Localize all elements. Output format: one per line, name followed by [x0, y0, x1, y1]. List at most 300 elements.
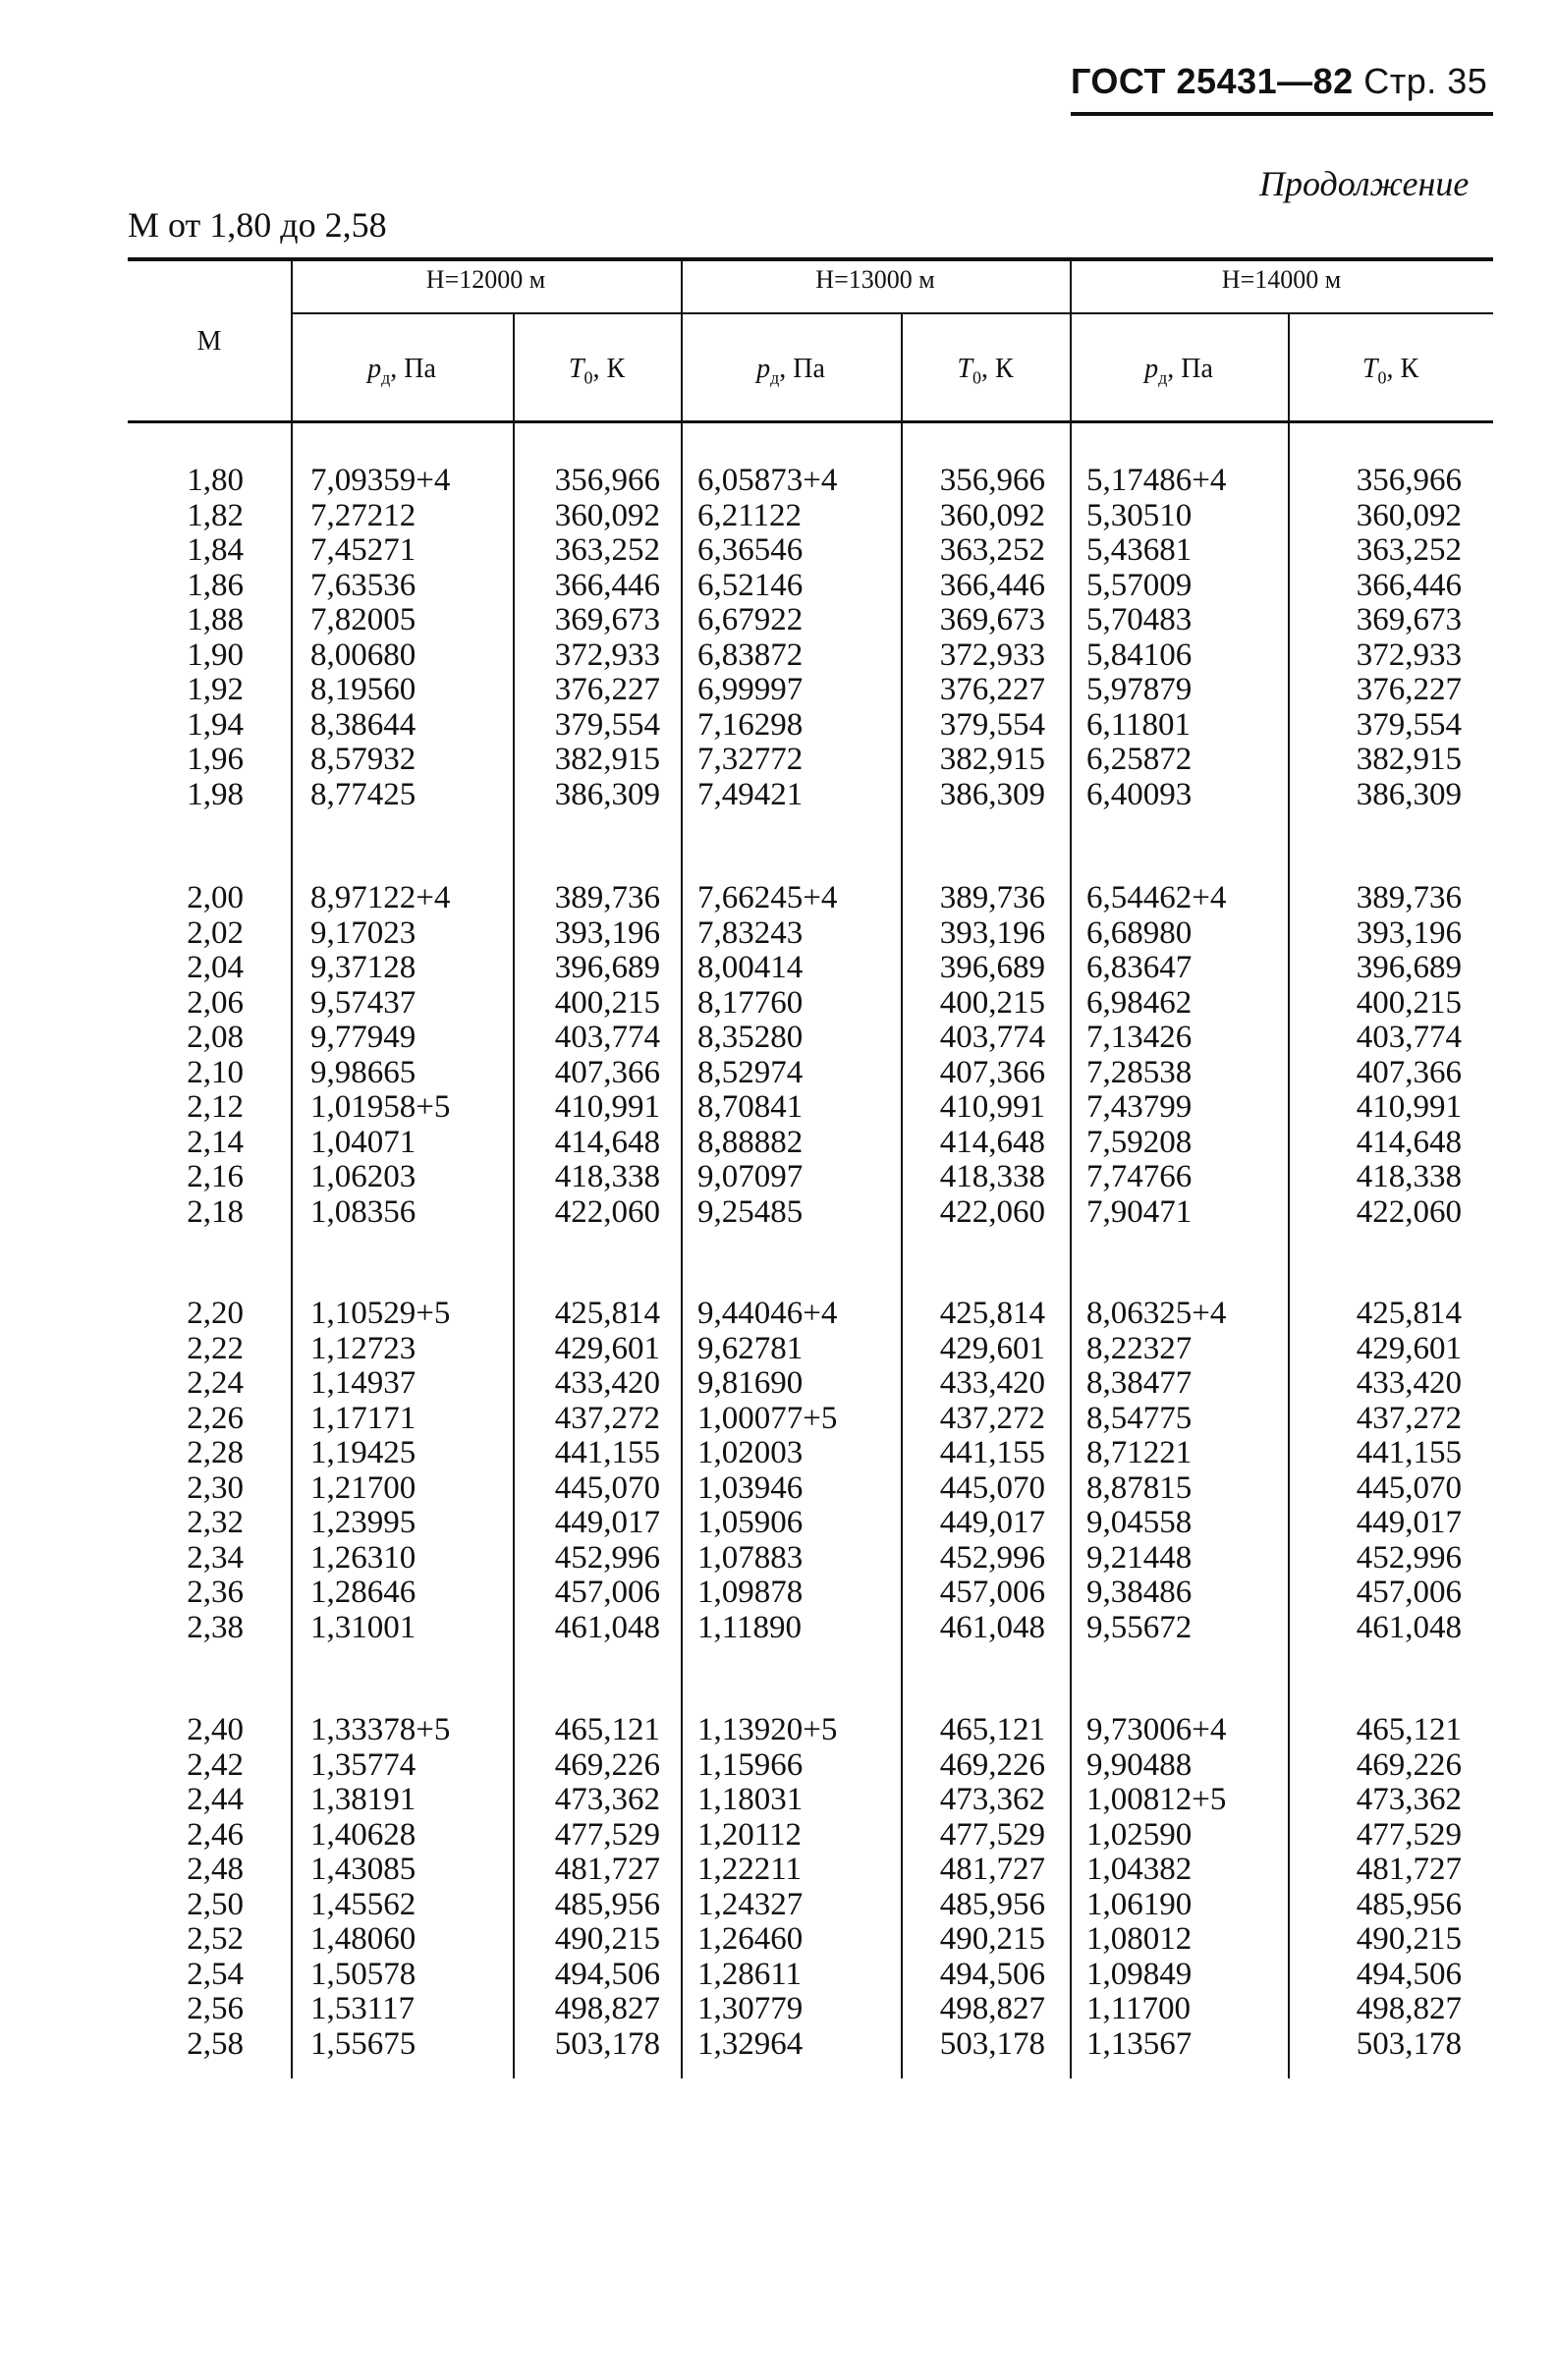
cell-pressure: 1,24327 — [697, 1886, 804, 1922]
cell-temperature: 465,121 — [554, 1712, 660, 1747]
altitude-header: H=13000 м — [815, 265, 935, 294]
table-row — [0, 1195, 1555, 1231]
cell-temperature: 425,814 — [939, 1296, 1045, 1331]
table-row — [0, 708, 1555, 744]
cell-mach: 2,06 — [187, 984, 244, 1021]
cell-temperature: 477,529 — [554, 1816, 660, 1853]
cell-temperature: 452,996 — [1356, 1539, 1462, 1576]
cell-temperature: 360,092 — [1356, 497, 1462, 533]
cell-pressure: 5,57009 — [1086, 567, 1193, 603]
col-header-pressure: $p_д$, Па — [756, 354, 825, 388]
cell-pressure: 9,98665 — [310, 1054, 417, 1090]
table-row — [0, 1056, 1555, 1091]
table-row — [0, 1090, 1555, 1126]
cell-temperature: 422,060 — [1356, 1193, 1462, 1230]
cell-mach: 2,52 — [187, 1921, 244, 1957]
cell-pressure: 9,04558 — [1086, 1505, 1193, 1540]
cell-mach: 2,08 — [187, 1020, 244, 1055]
cell-pressure: 6,98462 — [1086, 984, 1193, 1021]
cell-pressure: 8,17760 — [697, 984, 804, 1021]
cell-temperature: 379,554 — [1356, 706, 1462, 743]
cell-temperature: 407,366 — [939, 1054, 1045, 1090]
cell-pressure: 1,00812+5 — [1086, 1782, 1227, 1817]
cell-temperature: 429,601 — [1356, 1330, 1462, 1366]
cell-temperature: 422,060 — [939, 1193, 1045, 1230]
cell-temperature: 490,215 — [554, 1921, 660, 1957]
cell-temperature: 407,366 — [554, 1054, 660, 1090]
cell-pressure: 9,55672 — [1086, 1609, 1193, 1645]
cell-temperature: 469,226 — [554, 1746, 660, 1783]
col-header-m: М — [196, 326, 222, 357]
cell-pressure: 1,09849 — [1086, 1956, 1193, 1992]
col-header-pressure: $p_д$, Па — [1144, 354, 1213, 388]
cell-temperature: 445,070 — [554, 1469, 660, 1506]
cell-temperature: 481,727 — [939, 1852, 1045, 1887]
cell-temperature: 369,673 — [1356, 602, 1462, 637]
cell-pressure: 7,66245+4 — [697, 880, 838, 915]
cell-pressure: 9,25485 — [697, 1193, 804, 1230]
cell-pressure: 5,17486+4 — [1086, 463, 1227, 498]
cell-mach: 1,84 — [187, 532, 244, 568]
range-label: М от 1,80 до 2,58 — [128, 205, 387, 245]
cell-temperature: 498,827 — [939, 1991, 1045, 2026]
cell-temperature: 477,529 — [1356, 1816, 1462, 1853]
cell-pressure: 5,84106 — [1086, 637, 1193, 673]
cell-temperature: 433,420 — [554, 1365, 660, 1401]
table-row — [0, 603, 1555, 638]
table-row — [0, 1888, 1555, 1923]
cell-pressure: 9,21448 — [1086, 1539, 1193, 1576]
cell-temperature: 366,446 — [554, 567, 660, 603]
cell-pressure: 1,11700 — [1086, 1991, 1192, 2026]
cell-temperature: 382,915 — [1356, 742, 1462, 777]
cell-temperature: 393,196 — [939, 914, 1045, 951]
cell-mach: 2,38 — [187, 1609, 244, 1645]
cell-temperature: 414,648 — [939, 1124, 1045, 1160]
cell-temperature: 376,227 — [1356, 672, 1462, 707]
cell-pressure: 5,30510 — [1086, 497, 1193, 533]
cell-temperature: 469,226 — [939, 1746, 1045, 1783]
table-row — [0, 986, 1555, 1022]
table-row — [0, 1332, 1555, 1367]
table-altitude-rule — [291, 312, 1493, 314]
cell-mach: 2,34 — [187, 1539, 244, 1576]
cell-temperature: 360,092 — [939, 497, 1045, 533]
cell-temperature: 389,736 — [1356, 880, 1462, 915]
cell-pressure: 6,67922 — [697, 602, 804, 637]
cell-pressure: 8,22327 — [1086, 1330, 1193, 1366]
table-row — [0, 1958, 1555, 1993]
cell-temperature: 410,991 — [1356, 1089, 1462, 1125]
cell-pressure: 1,01958+5 — [310, 1089, 451, 1125]
table-row — [0, 569, 1555, 604]
table-row — [0, 1366, 1555, 1402]
cell-pressure: 1,08356 — [310, 1193, 417, 1230]
cell-mach: 2,14 — [187, 1124, 244, 1160]
cell-pressure: 1,11890 — [697, 1609, 803, 1645]
cell-mach: 2,16 — [187, 1159, 244, 1194]
table-row — [0, 1160, 1555, 1195]
cell-mach: 2,44 — [187, 1782, 244, 1817]
cell-temperature: 449,017 — [554, 1505, 660, 1540]
cell-mach: 1,94 — [187, 706, 244, 743]
cell-pressure: 8,70841 — [697, 1089, 804, 1125]
table-row — [0, 1992, 1555, 2027]
cell-temperature: 418,338 — [939, 1159, 1045, 1194]
cell-temperature: 410,991 — [939, 1089, 1045, 1125]
cell-pressure: 9,44046+4 — [697, 1296, 838, 1331]
cell-pressure: 1,20112 — [697, 1816, 803, 1853]
cell-pressure: 1,26460 — [697, 1921, 804, 1957]
cell-pressure: 7,63536 — [310, 567, 417, 603]
cell-pressure: 6,68980 — [1086, 914, 1193, 951]
cell-pressure: 9,77949 — [310, 1020, 417, 1055]
cell-temperature: 418,338 — [1356, 1159, 1462, 1194]
cell-pressure: 8,00414 — [697, 950, 804, 985]
cell-pressure: 9,37128 — [310, 950, 417, 985]
cell-temperature: 461,048 — [554, 1609, 660, 1645]
cell-pressure: 6,52146 — [697, 567, 804, 603]
cell-temperature: 396,689 — [939, 950, 1045, 985]
cell-pressure: 7,32772 — [697, 742, 804, 777]
page-header — [1071, 61, 1487, 102]
cell-pressure: 9,38486 — [1086, 1575, 1193, 1610]
cell-temperature: 457,006 — [1356, 1575, 1462, 1610]
cell-mach: 2,40 — [187, 1712, 244, 1747]
cell-pressure: 1,00077+5 — [697, 1400, 838, 1436]
cell-pressure: 6,40093 — [1086, 776, 1193, 812]
cell-pressure: 6,11801 — [1086, 706, 1192, 743]
cell-pressure: 1,23995 — [310, 1505, 417, 1540]
cell-temperature: 433,420 — [1356, 1365, 1462, 1401]
table-row — [0, 1471, 1555, 1507]
cell-temperature: 393,196 — [554, 914, 660, 951]
cell-pressure: 8,54775 — [1086, 1400, 1193, 1436]
cell-pressure: 7,43799 — [1086, 1089, 1193, 1125]
cell-mach: 2,10 — [187, 1054, 244, 1090]
cell-mach: 1,80 — [187, 463, 244, 498]
cell-pressure: 8,00680 — [310, 637, 417, 673]
cell-temperature: 400,215 — [554, 984, 660, 1021]
table-row — [0, 533, 1555, 569]
cell-pressure: 6,83647 — [1086, 950, 1193, 985]
cell-mach: 2,30 — [187, 1469, 244, 1506]
cell-temperature: 445,070 — [939, 1469, 1045, 1506]
cell-pressure: 5,43681 — [1086, 532, 1193, 568]
cell-pressure: 8,35280 — [697, 1020, 804, 1055]
cell-pressure: 6,83872 — [697, 637, 804, 673]
col-header-temperature: $T_0$, К — [568, 354, 626, 388]
table-row — [0, 881, 1555, 916]
cell-pressure: 7,59208 — [1086, 1124, 1193, 1160]
cell-temperature: 379,554 — [939, 706, 1045, 743]
table-row — [0, 1713, 1555, 1748]
cell-mach: 2,56 — [187, 1991, 244, 2026]
cell-pressure: 1,09878 — [697, 1575, 804, 1610]
cell-pressure: 7,45271 — [310, 532, 417, 568]
cell-temperature: 372,933 — [1356, 637, 1462, 673]
table-row — [0, 1541, 1555, 1577]
table-row — [0, 1436, 1555, 1471]
cell-pressure: 9,81690 — [697, 1365, 804, 1401]
cell-temperature: 473,362 — [1356, 1782, 1462, 1817]
cell-temperature: 403,774 — [939, 1020, 1045, 1055]
cell-pressure: 8,06325+4 — [1086, 1296, 1227, 1331]
cell-temperature: 494,506 — [1356, 1956, 1462, 1992]
cell-temperature: 418,338 — [554, 1159, 660, 1194]
cell-temperature: 389,736 — [939, 880, 1045, 915]
table-row — [0, 1922, 1555, 1958]
cell-temperature: 498,827 — [554, 1991, 660, 2026]
cell-mach: 1,90 — [187, 637, 244, 673]
cell-pressure: 1,06203 — [310, 1159, 417, 1194]
cell-temperature: 372,933 — [554, 637, 660, 673]
table-row — [0, 499, 1555, 534]
cell-temperature: 473,362 — [939, 1782, 1045, 1817]
cell-temperature: 425,814 — [554, 1296, 660, 1331]
cell-temperature: 410,991 — [554, 1089, 660, 1125]
cell-pressure: 8,38644 — [310, 706, 417, 743]
cell-temperature: 437,272 — [939, 1400, 1045, 1436]
cell-temperature: 382,915 — [939, 742, 1045, 777]
table-row — [0, 1611, 1555, 1646]
cell-pressure: 7,27212 — [310, 497, 417, 533]
cell-temperature: 503,178 — [939, 2025, 1045, 2062]
cell-temperature: 461,048 — [939, 1609, 1045, 1645]
cell-pressure: 9,62781 — [697, 1330, 804, 1366]
cell-temperature: 369,673 — [939, 602, 1045, 637]
cell-temperature: 366,446 — [939, 567, 1045, 603]
cell-pressure: 7,13426 — [1086, 1020, 1193, 1055]
cell-temperature: 490,215 — [939, 1921, 1045, 1957]
cell-pressure: 7,09359+4 — [310, 463, 451, 498]
cell-pressure: 1,10529+5 — [310, 1296, 451, 1331]
cell-temperature: 363,252 — [939, 532, 1045, 568]
table-row — [0, 673, 1555, 708]
continuation-label: Продолжение — [1259, 164, 1470, 203]
cell-pressure: 6,05873+4 — [697, 463, 838, 498]
col-header-temperature: $T_0$, К — [1361, 354, 1419, 388]
cell-pressure: 1,19425 — [310, 1435, 417, 1470]
cell-pressure: 5,70483 — [1086, 602, 1193, 637]
cell-temperature: 485,956 — [939, 1886, 1045, 1922]
table-row — [0, 1021, 1555, 1056]
cell-pressure: 8,87815 — [1086, 1469, 1193, 1506]
cell-pressure: 1,28611 — [697, 1956, 803, 1992]
cell-pressure: 1,13920+5 — [697, 1712, 838, 1747]
cell-pressure: 8,77425 — [310, 776, 417, 812]
cell-temperature: 414,648 — [554, 1124, 660, 1160]
cell-mach: 1,98 — [187, 776, 244, 812]
cell-mach: 2,50 — [187, 1886, 244, 1922]
cell-pressure: 1,05906 — [697, 1505, 804, 1540]
cell-temperature: 400,215 — [939, 984, 1045, 1021]
cell-mach: 2,48 — [187, 1852, 244, 1887]
cell-pressure: 8,88882 — [697, 1124, 804, 1160]
col-header-pressure: $p_д$, Па — [367, 354, 436, 388]
table-row — [0, 916, 1555, 952]
cell-temperature: 366,446 — [1356, 567, 1462, 603]
cell-pressure: 6,99997 — [697, 672, 804, 707]
cell-pressure: 1,33378+5 — [310, 1712, 451, 1747]
cell-temperature: 407,366 — [1356, 1054, 1462, 1090]
cell-pressure: 1,02590 — [1086, 1816, 1193, 1853]
cell-pressure: 1,03946 — [697, 1469, 804, 1506]
cell-mach: 2,04 — [187, 950, 244, 985]
table-row — [0, 1576, 1555, 1611]
cell-pressure: 1,43085 — [310, 1852, 417, 1887]
cell-mach: 1,92 — [187, 672, 244, 707]
cell-temperature: 382,915 — [554, 742, 660, 777]
cell-temperature: 376,227 — [939, 672, 1045, 707]
cell-temperature: 437,272 — [554, 1400, 660, 1436]
cell-temperature: 452,996 — [554, 1539, 660, 1576]
cell-pressure: 1,15966 — [697, 1746, 804, 1783]
cell-temperature: 441,155 — [939, 1435, 1045, 1470]
cell-mach: 2,36 — [187, 1575, 244, 1610]
cell-mach: 2,46 — [187, 1816, 244, 1853]
cell-pressure: 6,21122 — [697, 497, 803, 533]
cell-pressure: 1,22211 — [697, 1852, 803, 1887]
cell-pressure: 1,30779 — [697, 1991, 804, 2026]
cell-pressure: 1,31001 — [310, 1609, 417, 1645]
table-row — [0, 1853, 1555, 1888]
cell-mach: 2,32 — [187, 1505, 244, 1540]
cell-mach: 2,28 — [187, 1435, 244, 1470]
cell-pressure: 7,90471 — [1086, 1193, 1193, 1230]
cell-mach: 2,58 — [187, 2025, 244, 2062]
cell-pressure: 1,40628 — [310, 1816, 417, 1853]
table-row — [0, 951, 1555, 986]
table-row — [0, 464, 1555, 499]
page-number: Стр. 35 — [1363, 61, 1488, 101]
table-row — [0, 1126, 1555, 1161]
cell-temperature: 389,736 — [554, 880, 660, 915]
cell-temperature: 363,252 — [1356, 532, 1462, 568]
cell-pressure: 7,83243 — [697, 914, 804, 951]
cell-temperature: 422,060 — [554, 1193, 660, 1230]
standard-number: ГОСТ 25431—82 — [1071, 61, 1354, 101]
cell-pressure: 6,25872 — [1086, 742, 1193, 777]
cell-temperature: 452,996 — [939, 1539, 1045, 1576]
cell-pressure: 1,32964 — [697, 2025, 804, 2062]
cell-mach: 2,18 — [187, 1193, 244, 1230]
cell-pressure: 1,06190 — [1086, 1886, 1193, 1922]
cell-temperature: 481,727 — [554, 1852, 660, 1887]
table-row — [0, 743, 1555, 778]
cell-temperature: 379,554 — [554, 706, 660, 743]
cell-pressure: 1,21700 — [310, 1469, 417, 1506]
cell-temperature: 396,689 — [554, 950, 660, 985]
cell-pressure: 7,82005 — [310, 602, 417, 637]
cell-temperature: 498,827 — [1356, 1991, 1462, 2026]
cell-temperature: 465,121 — [939, 1712, 1045, 1747]
cell-temperature: 429,601 — [939, 1330, 1045, 1366]
cell-temperature: 485,956 — [1356, 1886, 1462, 1922]
cell-temperature: 469,226 — [1356, 1746, 1462, 1783]
cell-mach: 2,26 — [187, 1400, 244, 1436]
cell-temperature: 414,648 — [1356, 1124, 1462, 1160]
cell-pressure: 9,73006+4 — [1086, 1712, 1227, 1747]
cell-temperature: 363,252 — [554, 532, 660, 568]
cell-pressure: 8,38477 — [1086, 1365, 1193, 1401]
cell-pressure: 1,38191 — [310, 1782, 417, 1817]
table-row — [0, 638, 1555, 674]
cell-pressure: 1,48060 — [310, 1921, 417, 1957]
cell-pressure: 1,45562 — [310, 1886, 417, 1922]
cell-temperature: 457,006 — [554, 1575, 660, 1610]
cell-temperature: 457,006 — [939, 1575, 1045, 1610]
cell-mach: 1,82 — [187, 497, 244, 533]
cell-temperature: 465,121 — [1356, 1712, 1462, 1747]
cell-temperature: 503,178 — [554, 2025, 660, 2062]
cell-mach: 2,24 — [187, 1365, 244, 1401]
cell-pressure: 1,04382 — [1086, 1852, 1193, 1887]
cell-pressure: 7,49421 — [697, 776, 804, 812]
cell-temperature: 425,814 — [1356, 1296, 1462, 1331]
cell-temperature: 503,178 — [1356, 2025, 1462, 2062]
table-row — [0, 1297, 1555, 1332]
cell-pressure: 8,71221 — [1086, 1435, 1193, 1470]
cell-pressure: 9,57437 — [310, 984, 417, 1021]
col-header-temperature: $T_0$, К — [957, 354, 1014, 388]
cell-pressure: 5,97879 — [1086, 672, 1193, 707]
cell-pressure: 1,13567 — [1086, 2025, 1193, 2062]
cell-pressure: 1,35774 — [310, 1746, 417, 1783]
cell-pressure: 6,54462+4 — [1086, 880, 1227, 915]
cell-mach: 1,86 — [187, 567, 244, 603]
cell-pressure: 1,53117 — [310, 1991, 416, 2026]
cell-pressure: 1,14937 — [310, 1365, 417, 1401]
cell-temperature: 403,774 — [1356, 1020, 1462, 1055]
altitude-header: H=14000 м — [1221, 265, 1342, 294]
cell-temperature: 477,529 — [939, 1816, 1045, 1853]
cell-temperature: 494,506 — [554, 1956, 660, 1992]
cell-mach: 1,88 — [187, 602, 244, 637]
cell-temperature: 441,155 — [1356, 1435, 1462, 1470]
table-row — [0, 778, 1555, 813]
cell-pressure: 1,28646 — [310, 1575, 417, 1610]
cell-temperature: 369,673 — [554, 602, 660, 637]
cell-temperature: 360,092 — [554, 497, 660, 533]
cell-pressure: 1,17171 — [310, 1400, 417, 1436]
cell-mach: 2,00 — [187, 880, 244, 915]
cell-temperature: 376,227 — [554, 672, 660, 707]
cell-temperature: 494,506 — [939, 1956, 1045, 1992]
cell-pressure: 8,52974 — [697, 1054, 804, 1090]
cell-temperature: 490,215 — [1356, 1921, 1462, 1957]
cell-pressure: 9,17023 — [310, 914, 417, 951]
table-top-rule — [128, 257, 1493, 261]
cell-pressure: 8,57932 — [310, 742, 417, 777]
cell-pressure: 9,90488 — [1086, 1746, 1193, 1783]
cell-temperature: 441,155 — [554, 1435, 660, 1470]
cell-temperature: 386,309 — [939, 776, 1045, 812]
table-row — [0, 1506, 1555, 1541]
cell-mach: 1,96 — [187, 742, 244, 777]
cell-pressure: 8,97122+4 — [310, 880, 451, 915]
cell-pressure: 1,07883 — [697, 1539, 804, 1576]
cell-pressure: 7,28538 — [1086, 1054, 1193, 1090]
cell-temperature: 356,966 — [939, 463, 1045, 498]
cell-temperature: 356,966 — [554, 463, 660, 498]
cell-temperature: 473,362 — [554, 1782, 660, 1817]
cell-temperature: 356,966 — [1356, 463, 1462, 498]
cell-pressure: 1,12723 — [310, 1330, 417, 1366]
cell-temperature: 445,070 — [1356, 1469, 1462, 1506]
cell-temperature: 396,689 — [1356, 950, 1462, 985]
header-rule — [1071, 112, 1493, 116]
